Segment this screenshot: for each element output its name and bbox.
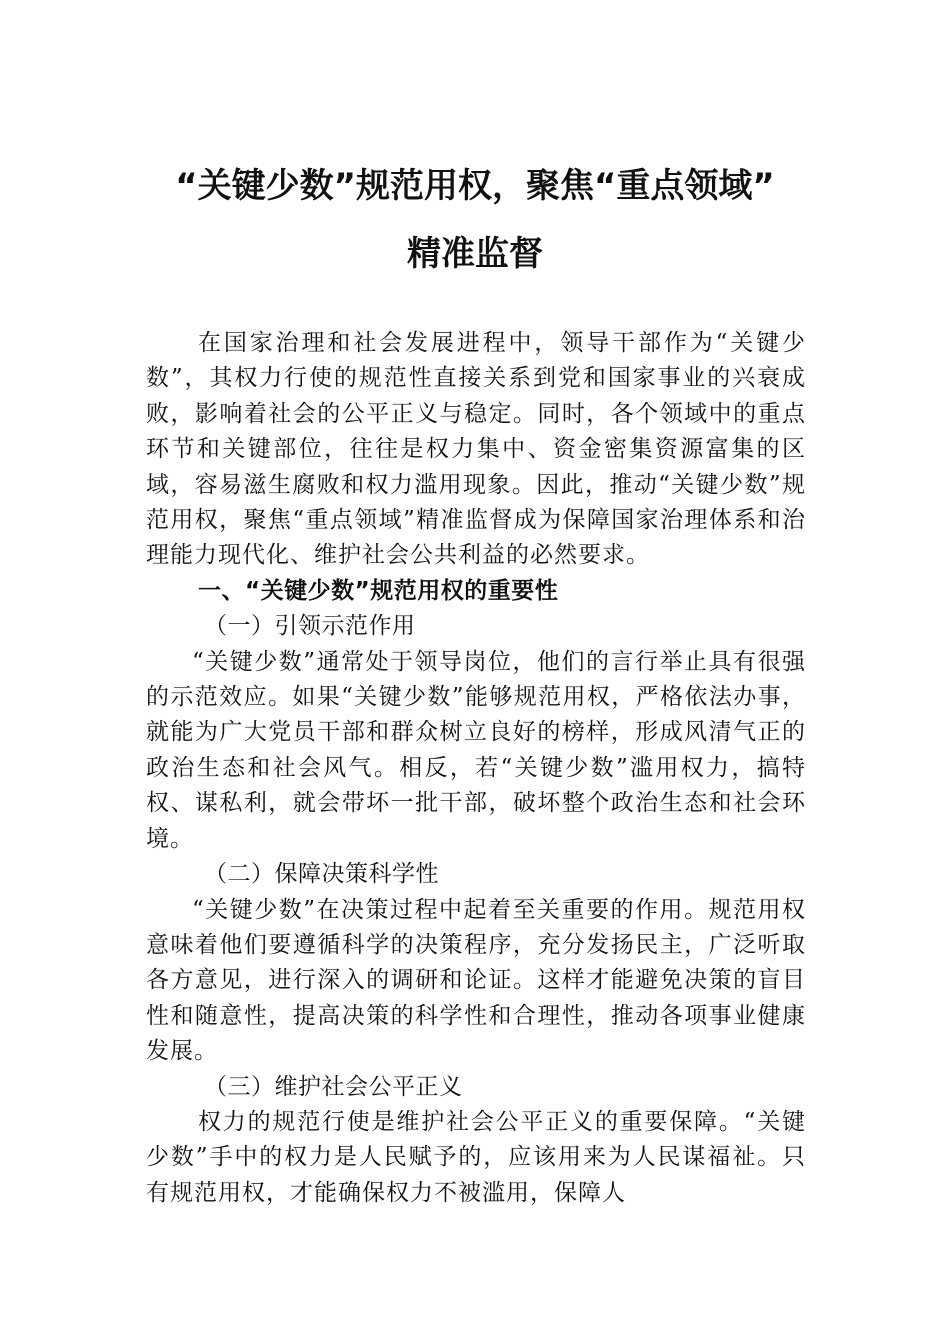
body-paragraph-1: “关键少数”通常处于领导岗位，他们的言行举止具有很强的示范效应。如果“关键少数”能够规范用权，严格依法办事，就能为广大党员干部和群众树立良好的榜样，形成风清气正的政治生态和社会风气。相反，若“关键少数”滥用权力，搞特权、谋私利，就会带坏一批干部，破坏整个政治生态和社会环境。: [146, 648, 806, 852]
body-paragraph-3: 权力的规范行使是维护社会公平正义的重要保障。“关键少数”手中的权力是人民赋予的，应该用来为人民谋福祉。只有规范用权，才能确保权力不被滥用，保障人: [146, 1108, 806, 1206]
section-heading-1: 一、“关键少数”规范用权的重要性: [198, 577, 559, 604]
document-title-line2: 精准监督: [407, 234, 543, 274]
body-paragraph-2: “关键少数”在决策过程中起着至关重要的作用。规范用权意味着他们要遵循科学的决策程序，充分发扬民主，广泛听取各方意见，进行深入的调研和论证。这样才能避免决策的盲目性和随意性，提高决策的科学性和合理性，推动各项事业健康发展。: [146, 896, 806, 1065]
document-title-line1: “关键少数”规范用权，聚焦“重点领域”: [175, 166, 775, 206]
subsection-heading-1: （一）引领示范作用: [204, 613, 416, 640]
intro-paragraph: 在国家治理和社会发展进程中，领导干部作为“关键少数”，其权力行使的规范性直接关系到党和国家事业的兴衰成败，影响着社会的公平正义与稳定。同时，各个领域中的重点环节和关键部位，往往是权力集中、资金密集资源富集的区域，容易滋生腐败和权力滥用现象。因此，推动“关键少数”规范用权，聚焦“重点领域”精准监督成为保障国家治理体系和治理能力现代化、维护社会公共利益的必然要求。: [146, 330, 806, 569]
subsection-heading-3: （三）维护社会公平正义: [204, 1073, 463, 1100]
document-body: [146, 326, 806, 1211]
subsection-heading-2: （二）保障决策科学性: [204, 861, 439, 888]
